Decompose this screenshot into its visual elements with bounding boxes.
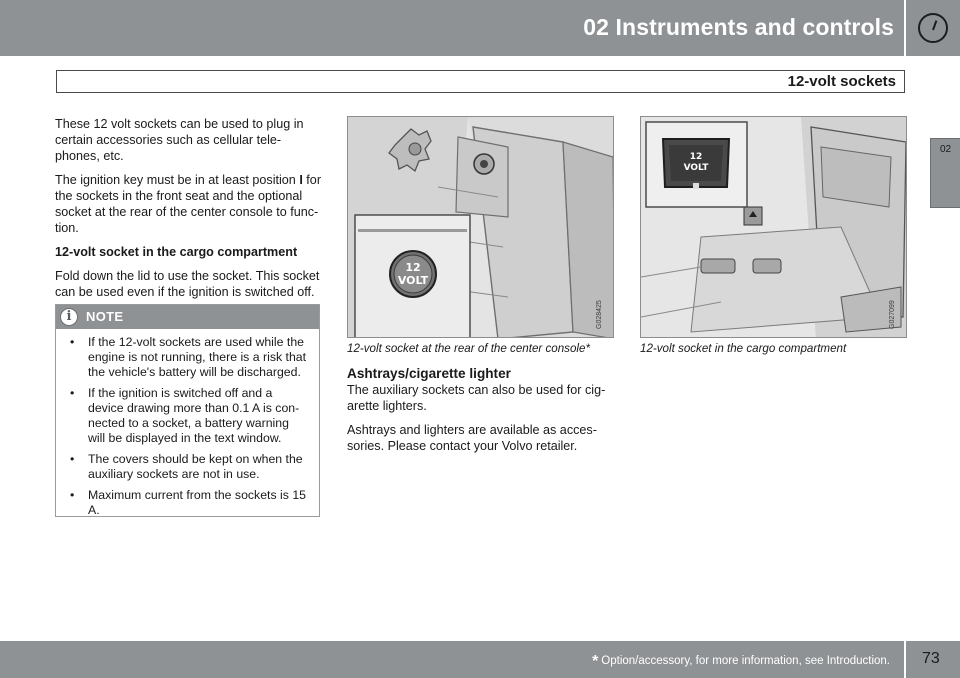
volt-label-top: 12 [405,261,421,274]
info-icon: i [60,308,78,326]
accessories-paragraph: Ashtrays and lighters are available as acces-sories. Please contact your Volvo retailer. [347,423,597,453]
speedometer-icon [918,13,948,43]
cargo-compartment-illustration [641,117,907,338]
page-number: 73 [922,650,940,667]
ashtray-heading: Ashtrays/cigarette lighter [347,366,511,381]
center-console-illustration [348,117,614,338]
ignition-text-end: for the sockets in the front seat and the optional socket at the rear of the center console to func-tion. [55,173,322,235]
option-star: * [592,653,599,670]
center-console-figure [347,116,614,338]
ignition-paragraph [55,172,323,236]
note-header [56,305,319,329]
figure-caption: 12-volt socket in the cargo compartment [640,342,847,355]
note-title: NOTE [86,309,124,324]
cargo-paragraph: Fold down the lid to use the socket. This socket can be used even if the ignition is switched off. [55,269,320,299]
section-title: 12-volt sockets [787,73,896,90]
intro-paragraph: These 12 volt sockets can be used to plug in certain accessories such as cellular tele-phones, etc. [55,117,304,163]
note-list [56,329,319,518]
header-icon-box [906,0,960,56]
ignition-position: I [299,173,303,187]
figure-caption: 12-volt socket at the rear of the center console* [347,342,590,355]
ignition-text-start: The ignition key must be in at least position [55,173,300,187]
cargo-compartment-figure [640,116,907,338]
lighter-paragraph: The auxiliary sockets can also be used for cig-arette lighters. [347,383,606,413]
note-box [55,304,320,517]
footer-note-text: Option/accessory, for more information, see Introduction. [601,655,890,667]
section-header [56,70,905,93]
figure-code: G027099 [889,300,896,329]
volt-label-bottom: VOLT [397,274,429,287]
note-item: • The covers should be kept on when the auxiliary sockets are not in use. [70,452,309,482]
chapter-title: 02 Instruments and controls [583,14,894,40]
figure-code: G028425 [596,300,603,329]
note-item: • If the ignition is switched off and a device drawing more than 0.1 A is con-nected to a socket, a battery warning will be displayed in the text window. [70,386,309,446]
middle-column [347,366,619,462]
cargo-subheading: 12-volt socket in the cargo compartment [55,245,298,259]
volt-label-top: 12 [689,152,703,162]
volt-label-bottom: VOLT [683,163,709,173]
left-column [55,116,323,308]
chapter-tab-label: 02 [940,144,952,155]
note-item: • If the 12-volt sockets are used while the engine is not running, there is a risk that the vehicle's battery will be discharged. [70,335,309,380]
footer-note [592,651,890,669]
note-item: • Maximum current from the sockets is 15 A. [70,488,309,518]
